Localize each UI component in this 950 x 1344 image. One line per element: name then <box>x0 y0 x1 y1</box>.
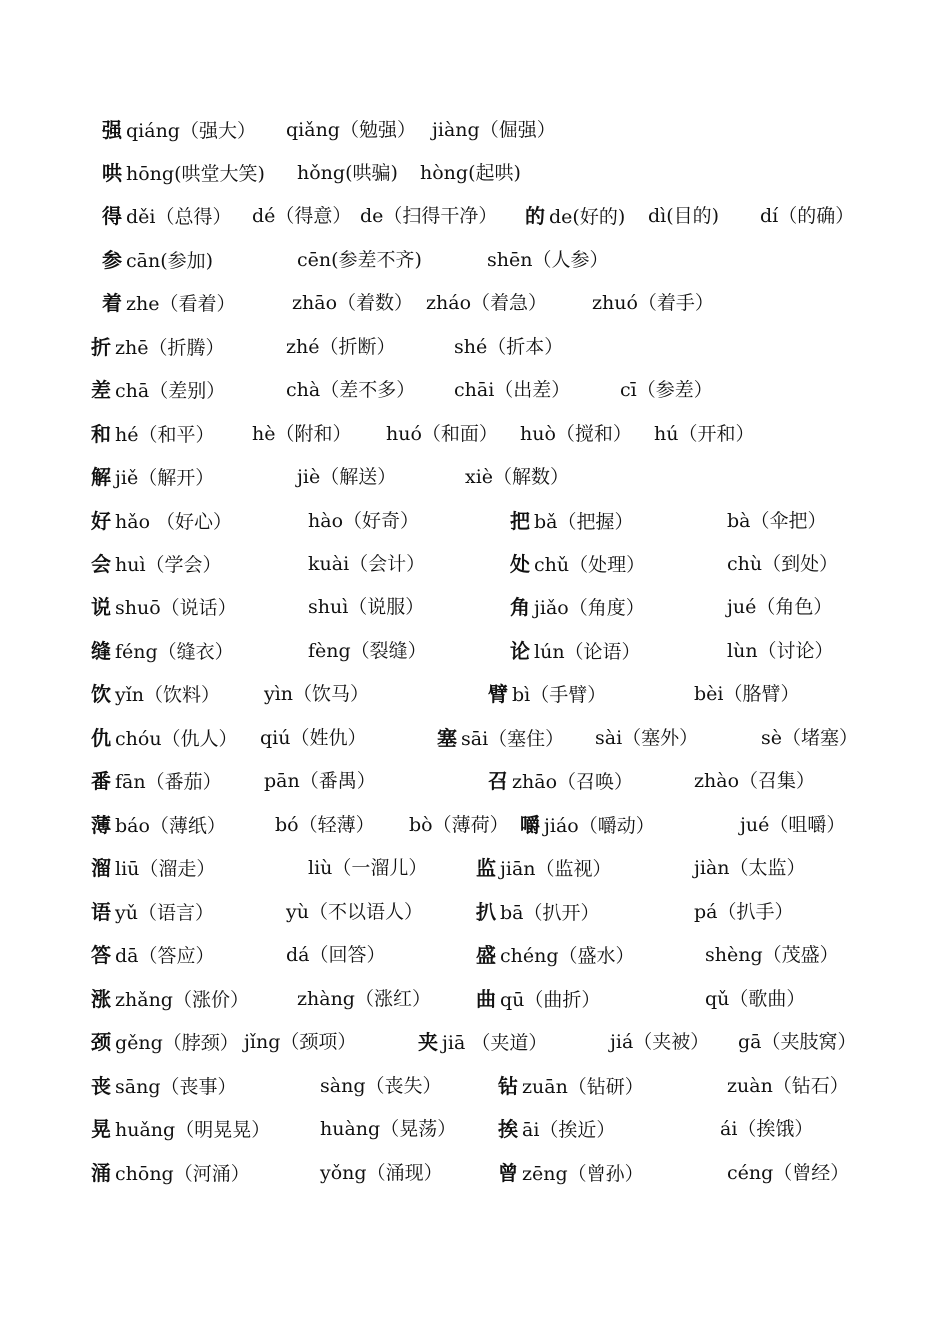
pronunciation-entry <box>102 160 265 187</box>
entry-line <box>0 768 950 808</box>
reading-text: pān（番禺） <box>264 770 376 792</box>
pronunciation-entry <box>91 421 214 448</box>
headword: 和 <box>91 422 111 446</box>
entry-line <box>0 421 950 461</box>
entry-line <box>0 899 950 939</box>
headword: 好 <box>91 509 111 533</box>
pronunciation-entry <box>308 638 427 664</box>
pronunciation-entry <box>705 986 805 1012</box>
pronunciation-entry <box>308 855 427 881</box>
pronunciation-entry <box>91 551 222 578</box>
reading-text: céng（曾经） <box>727 1162 850 1184</box>
pronunciation-entry <box>761 725 858 751</box>
headword: 把 <box>510 509 530 533</box>
reading-text: huó（和面） <box>386 423 498 445</box>
reading-text: zhào（召集） <box>694 770 816 792</box>
pronunciation-entry <box>102 203 231 230</box>
reading-text: jiàng（倔强） <box>432 119 556 141</box>
pronunciation-entry <box>727 638 834 664</box>
reading-text: kuài（会计） <box>308 553 426 575</box>
pronunciation-entry <box>476 899 600 926</box>
pronunciation-entry <box>525 203 625 230</box>
reading-text: jiān（监视） <box>500 858 612 880</box>
pronunciation-entry <box>620 377 713 403</box>
reading-text: zuàn（钻石） <box>727 1075 849 1097</box>
pronunciation-entry <box>454 334 563 360</box>
entry-line <box>0 725 950 765</box>
pronunciation-entry <box>426 290 547 316</box>
reading-text: chōng（河涌） <box>115 1163 250 1185</box>
reading-text: bà（伞把） <box>727 510 827 532</box>
reading-text: zháo（着急） <box>426 292 548 314</box>
headword: 曲 <box>476 987 496 1011</box>
reading-text: shēn（人参） <box>487 249 609 271</box>
entry-line <box>0 1029 950 1069</box>
headword: 饮 <box>91 682 111 706</box>
reading-text: qiáng（强大） <box>126 120 256 142</box>
reading-text: hé（和平） <box>115 424 215 446</box>
pronunciation-entry <box>102 290 236 317</box>
reading-text: sàng（丧失） <box>320 1075 442 1097</box>
reading-text: shuì（说服） <box>308 596 425 618</box>
pronunciation-entry <box>476 855 612 882</box>
reading-text: jiě（解开） <box>115 467 215 489</box>
pronunciation-entry <box>488 768 633 795</box>
reading-text: jiàn（太监） <box>694 857 806 879</box>
entry-line <box>0 812 950 852</box>
pronunciation-entry <box>308 508 419 534</box>
headword: 溜 <box>91 856 111 880</box>
reading-text: jiáo（嚼动） <box>544 815 655 837</box>
headword: 丧 <box>91 1074 111 1098</box>
reading-text: bā（扒开） <box>500 902 600 924</box>
headword: 答 <box>91 943 111 967</box>
reading-text: pá（扒手） <box>694 901 794 923</box>
entry-line <box>0 942 950 982</box>
pronunciation-entry <box>91 1029 239 1056</box>
reading-text: dā（答应） <box>115 945 215 967</box>
entry-line <box>0 1116 950 1156</box>
pronunciation-entry <box>91 1160 250 1187</box>
entry-line <box>0 508 950 548</box>
headword: 论 <box>510 639 530 663</box>
pronunciation-entry <box>102 247 213 274</box>
pronunciation-entry <box>498 1073 644 1100</box>
pronunciation-entry <box>91 855 215 882</box>
pronunciation-entry <box>694 768 815 794</box>
pronunciation-entry <box>297 160 398 186</box>
headword: 涌 <box>91 1161 111 1185</box>
reading-text: gěng（脖颈） <box>115 1032 239 1054</box>
entry-line <box>0 986 950 1026</box>
entry-line <box>0 681 950 721</box>
reading-text: dé（得意） <box>252 205 352 227</box>
pronunciation-entry <box>727 508 827 534</box>
pronunciation-entry <box>286 117 416 143</box>
pronunciation-entry <box>91 334 225 361</box>
reading-text: jiè（解送） <box>297 466 397 488</box>
pronunciation-entry <box>91 464 214 491</box>
reading-text: chà（差不多） <box>286 379 416 401</box>
entry-line <box>0 117 950 157</box>
reading-text: bǎ（把握） <box>534 511 634 533</box>
headword: 嚼 <box>520 813 540 837</box>
pronunciation-entry <box>738 1029 857 1055</box>
reading-text: jǐng（颈项） <box>244 1031 357 1053</box>
pronunciation-entry <box>297 247 422 273</box>
reading-text: zhē（折腾） <box>115 337 225 359</box>
reading-text: bó（轻薄） <box>275 814 375 836</box>
pronunciation-entry <box>432 117 556 143</box>
reading-text: hè（附和） <box>252 423 352 445</box>
headword: 哄 <box>102 161 122 185</box>
pronunciation-entry <box>320 1073 441 1099</box>
reading-text: jué（咀嚼） <box>740 814 846 836</box>
reading-text: huǎng（明晃晃） <box>115 1119 271 1141</box>
headword: 挨 <box>498 1117 518 1141</box>
reading-text: sāi（塞住） <box>461 728 565 750</box>
reading-text: cān(参加) <box>126 250 214 272</box>
reading-text: fān（番茄） <box>115 771 222 793</box>
headword: 着 <box>102 291 122 315</box>
pronunciation-entry <box>297 464 396 490</box>
pronunciation-entry <box>694 681 799 707</box>
reading-text: yìn（饮马） <box>264 683 370 705</box>
pronunciation-entry <box>252 203 351 229</box>
pronunciation-entry <box>286 899 423 925</box>
reading-text: yǔ（语言） <box>115 902 214 924</box>
entry-line <box>0 464 950 504</box>
reading-text: zhāo（着数） <box>292 292 414 314</box>
entry-line <box>0 638 950 678</box>
reading-text: de（扫得干净） <box>360 205 498 227</box>
reading-text: chāi（出差） <box>454 379 571 401</box>
pronunciation-entry <box>694 899 794 925</box>
reading-text: hōng(哄堂大笑) <box>126 163 265 185</box>
entry-line <box>0 160 950 200</box>
headword: 处 <box>510 552 530 576</box>
pronunciation-entry <box>487 247 608 273</box>
reading-text: chā（差别） <box>115 380 226 402</box>
pronunciation-entry <box>592 290 714 316</box>
headword: 监 <box>476 856 496 880</box>
headword: 曾 <box>498 1161 518 1185</box>
pronunciation-entry <box>292 290 413 316</box>
reading-text: bèi（胳臂） <box>694 683 800 705</box>
reading-text: de(好的) <box>549 206 626 228</box>
pronunciation-entry <box>510 551 645 578</box>
pronunciation-entry <box>264 768 376 794</box>
headword: 差 <box>91 378 111 402</box>
reading-text: bì（手臂） <box>512 684 607 706</box>
pronunciation-entry <box>727 551 838 577</box>
pronunciation-entry <box>510 638 641 665</box>
pronunciation-entry <box>520 812 655 839</box>
pronunciation-entry <box>244 1029 356 1055</box>
pronunciation-entry <box>360 203 497 229</box>
headword: 薄 <box>91 813 111 837</box>
headword: 的 <box>525 204 545 228</box>
pronunciation-entry <box>437 725 564 752</box>
reading-text: ái（挨饿） <box>720 1118 814 1140</box>
pronunciation-entry <box>648 203 719 229</box>
reading-text: zhe（看着） <box>126 293 236 315</box>
headword: 颈 <box>91 1030 111 1054</box>
reading-text: jiǎo（角度） <box>534 597 645 619</box>
entry-line <box>0 377 950 417</box>
reading-text: sè（堵塞） <box>761 727 858 749</box>
pronunciation-entry <box>595 725 698 751</box>
headword: 晃 <box>91 1117 111 1141</box>
pronunciation-entry <box>91 1116 270 1143</box>
headword: 得 <box>102 204 122 228</box>
headword: 会 <box>91 552 111 576</box>
reading-text: zhāo（召唤） <box>512 771 634 793</box>
reading-text: shèng（茂盛） <box>705 944 839 966</box>
entry-line <box>0 1073 950 1113</box>
pronunciation-entry <box>260 725 366 751</box>
reading-text: fèng（裂缝） <box>308 640 427 662</box>
reading-text: huò（搅和） <box>520 423 632 445</box>
reading-text: shé（折本） <box>454 336 564 358</box>
reading-text: liū（溜走） <box>115 858 216 880</box>
entry-line <box>0 855 950 895</box>
pronunciation-entry <box>409 812 509 838</box>
pronunciation-entry <box>488 681 606 708</box>
reading-text: dí（的确） <box>760 205 855 227</box>
headword: 盛 <box>476 943 496 967</box>
pronunciation-entry <box>308 594 424 620</box>
pronunciation-entry <box>297 986 431 1012</box>
entry-line <box>0 290 950 330</box>
pronunciation-entry <box>91 768 222 795</box>
pronunciation-entry <box>320 1116 456 1142</box>
reading-text: sài（塞外） <box>595 727 699 749</box>
headword: 钻 <box>498 1074 518 1098</box>
pronunciation-entry <box>275 812 375 838</box>
pronunciation-entry <box>418 1029 547 1056</box>
pronunciation-entry <box>91 1073 236 1100</box>
reading-text: yù（不以语人） <box>286 901 423 923</box>
pronunciation-entry <box>694 855 806 881</box>
reading-text: zhuó（着手） <box>592 292 714 314</box>
headword: 缝 <box>91 639 111 663</box>
pronunciation-entry <box>727 1160 849 1186</box>
pronunciation-entry <box>286 942 386 968</box>
entry-line <box>0 594 950 634</box>
pronunciation-entry <box>91 377 225 404</box>
entry-line <box>0 203 950 243</box>
pronunciation-entry <box>252 421 351 447</box>
reading-text: lún（论语） <box>534 641 641 663</box>
pronunciation-entry <box>91 942 215 969</box>
reading-text: qiú（姓仇） <box>260 727 367 749</box>
pronunciation-entry <box>476 942 635 969</box>
pronunciation-entry <box>91 725 238 752</box>
reading-text: zhǎng（涨价） <box>115 989 249 1011</box>
reading-text: hǒng(哄骗) <box>297 162 398 184</box>
reading-text: féng（缝衣） <box>115 641 234 663</box>
headword: 折 <box>91 335 111 359</box>
pronunciation-entry <box>386 421 498 447</box>
headword: 角 <box>510 595 530 619</box>
reading-text: jiā （夹道） <box>442 1032 548 1054</box>
reading-text: huàng（晃荡） <box>320 1118 457 1140</box>
pronunciation-entry <box>720 1116 813 1142</box>
pronunciation-entry <box>91 986 249 1013</box>
pronunciation-entry <box>420 160 521 186</box>
reading-text: qū（曲折） <box>500 989 601 1011</box>
headword: 扒 <box>476 900 496 924</box>
pronunciation-entry <box>498 1116 615 1143</box>
reading-text: chéng（盛水） <box>500 945 635 967</box>
headword: 强 <box>102 118 122 142</box>
reading-text: chǔ（处理） <box>534 554 646 576</box>
pronunciation-entry <box>102 117 256 144</box>
headword: 仇 <box>91 726 111 750</box>
reading-text: zēng（曾孙） <box>522 1163 644 1185</box>
reading-text: qǔ（歌曲） <box>705 988 806 1010</box>
reading-text: qiǎng（勉强） <box>286 119 416 141</box>
reading-text: jué（角色） <box>727 596 833 618</box>
pronunciation-entry <box>654 421 754 447</box>
reading-text: āi（挨近） <box>522 1119 616 1141</box>
entry-line <box>0 551 950 591</box>
entry-line <box>0 1160 950 1200</box>
reading-text: báo（薄纸） <box>115 815 226 837</box>
reading-text: gā（夹肢窝） <box>738 1031 857 1053</box>
headword: 番 <box>91 769 111 793</box>
pronunciation-entry <box>91 594 237 621</box>
reading-text: zhé（折断） <box>286 336 396 358</box>
reading-text: hào（好奇） <box>308 510 420 532</box>
pronunciation-entry <box>498 1160 644 1187</box>
pronunciation-entry <box>727 1073 849 1099</box>
pronunciation-entry <box>91 899 214 926</box>
pronunciation-entry <box>705 942 839 968</box>
reading-text: bò（薄荷） <box>409 814 509 836</box>
pronunciation-entry <box>520 421 632 447</box>
headword: 召 <box>488 769 508 793</box>
headword: 涨 <box>91 987 111 1011</box>
pronunciation-entry <box>91 812 226 839</box>
reading-text: zuān（钻研） <box>522 1076 644 1098</box>
pronunciation-entry <box>610 1029 709 1055</box>
headword: 塞 <box>437 726 457 750</box>
pronunciation-entry <box>286 377 415 403</box>
headword: 夹 <box>418 1030 438 1054</box>
headword: 语 <box>91 900 111 924</box>
reading-text: shuō（说话） <box>115 597 237 619</box>
pronunciation-entry <box>264 681 369 707</box>
reading-text: chù（到处） <box>727 553 839 575</box>
reading-text: dì(目的) <box>648 205 720 227</box>
reading-text: yǐn（饮料） <box>115 684 221 706</box>
reading-text: sāng（丧事） <box>115 1076 237 1098</box>
pronunciation-entry <box>91 508 232 535</box>
reading-text: chóu（仇人） <box>115 728 238 750</box>
pronunciation-entry <box>91 638 234 665</box>
reading-text: xiè（解数） <box>465 466 570 488</box>
reading-text: cī（参差） <box>620 379 713 401</box>
pronunciation-entry <box>510 594 645 621</box>
reading-text: lùn（讨论） <box>727 640 834 662</box>
reading-text: jiá（夹被） <box>610 1031 710 1053</box>
headword: 臂 <box>488 682 508 706</box>
pronunciation-entry <box>308 551 425 577</box>
pronunciation-entry <box>727 594 832 620</box>
headword: 参 <box>102 248 122 272</box>
pronunciation-entry <box>760 203 854 229</box>
reading-text: děi（总得） <box>126 206 232 228</box>
entry-line <box>0 247 950 287</box>
reading-text: zhàng（涨红） <box>297 988 431 1010</box>
reading-text: hòng(起哄) <box>420 162 521 184</box>
pronunciation-entry <box>454 377 570 403</box>
reading-text: huì（学会） <box>115 554 222 576</box>
headword: 解 <box>91 465 111 489</box>
reading-text: hǎo （好心） <box>115 511 233 533</box>
reading-text: liù（一溜儿） <box>308 857 428 879</box>
reading-text: dá（回答） <box>286 944 386 966</box>
pronunciation-entry <box>476 986 600 1013</box>
pronunciation-entry <box>465 464 569 490</box>
headword: 说 <box>91 595 111 619</box>
pronunciation-entry <box>91 681 220 708</box>
reading-text: cēn(参差不齐) <box>297 249 422 271</box>
pronunciation-entry <box>740 812 845 838</box>
entry-line <box>0 334 950 374</box>
reading-text: yǒng（涌现） <box>320 1162 443 1184</box>
pronunciation-entry <box>286 334 396 360</box>
reading-text: hú（开和） <box>654 423 755 445</box>
pronunciation-entry <box>510 508 634 535</box>
pronunciation-entry <box>320 1160 443 1186</box>
